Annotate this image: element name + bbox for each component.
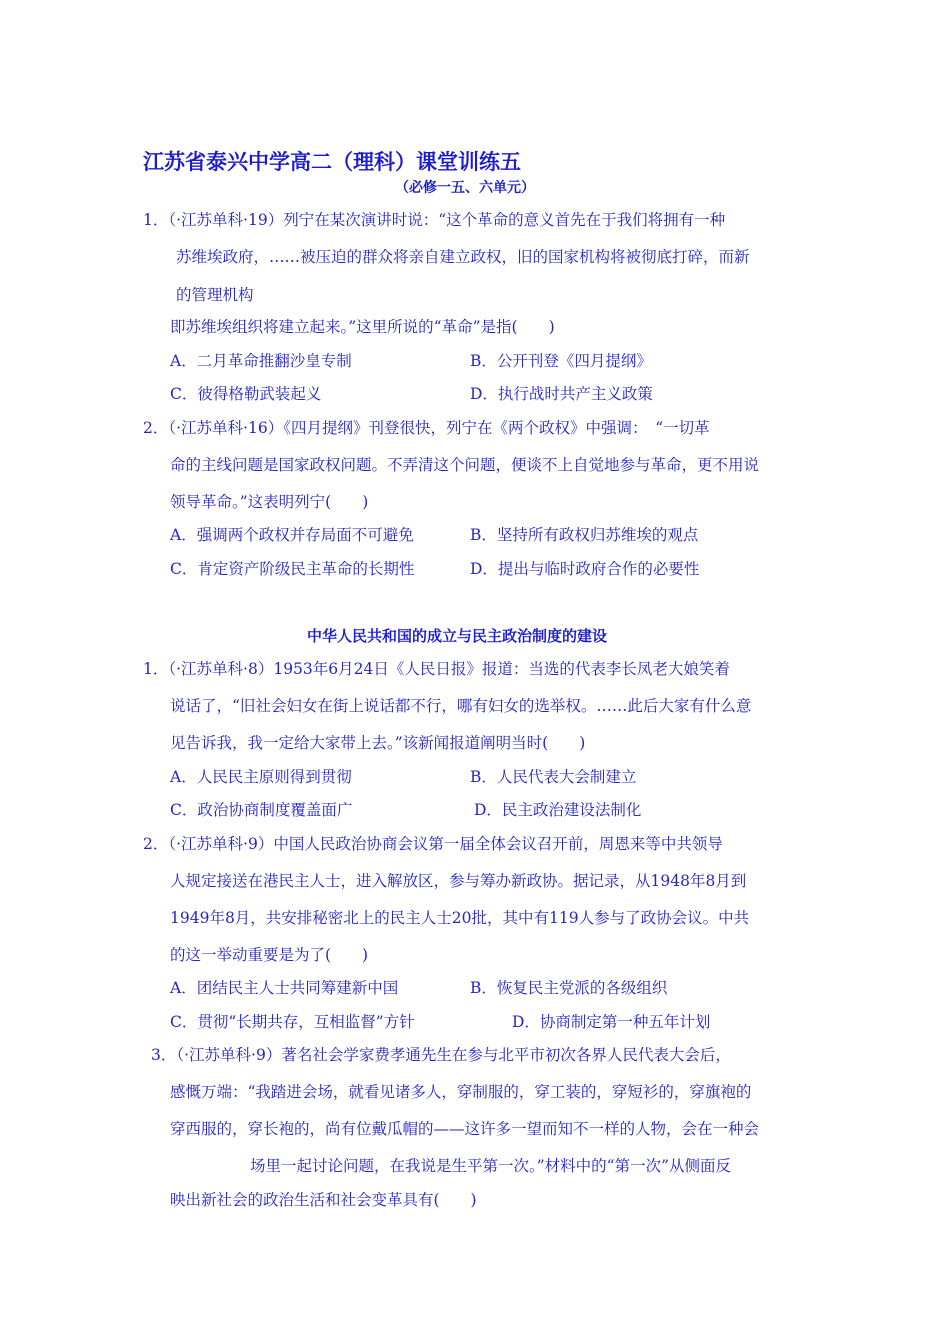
question-line: 说话了，“旧社会妇女在街上说话都不行，哪有妇女的选举权。……此后大家有什么意 [170,697,752,715]
question-line: 1．（·江苏单科·19）列宁在某次演讲时说：“这个革命的意义首先在于我们将拥有一种 [143,211,726,229]
question-line: 感慨万端：“我踏进会场，就看见诸多人，穿制服的，穿工装的，穿短衫的，穿旗袍的 [170,1083,752,1101]
option-b: B．公开刊登《四月提纲》 [470,352,652,370]
question-line: 领导革命。”这表明列宁( ) [170,493,369,511]
option-c: C．贯彻“长期共存，互相监督”方针 [170,1013,415,1031]
document-subtitle: （必修一五、六单元） [395,180,535,196]
option-d: D．提出与临时政府合作的必要性 [470,560,700,578]
question-line: 1．（·江苏单科·8）1953年6月24日《人民日报》报道：当选的代表李长凤老大娘笑着 [143,660,730,678]
question-line: 即苏维埃组织将建立起来。”这里所说的“革命”是指( ) [170,318,555,336]
option-a: A．二月革命推翻沙皇专制 [170,352,352,370]
section-title: 中华人民共和国的成立与民主政治制度的建设 [307,627,608,645]
question-line: 穿西服的，穿长袍的，尚有位戴瓜帽的——这许多一望而知不一样的人物，会在一种会 [170,1120,760,1138]
question-line: 的管理机构 [176,286,254,304]
option-d: D．执行战时共产主义政策 [470,385,653,403]
option-a: A．强调两个政权并存局面不可避免 [170,526,414,544]
document-title: 江苏省泰兴中学高二（理科）课堂训练五 [143,149,521,174]
option-c: C．政治协商制度覆盖面广 [170,801,353,819]
question-line: 3．（·江苏单科·9）著名社会学家费孝通先生在参与北平市初次各界人民代表大会后， [151,1046,731,1064]
question-line: 命的主线问题是国家政权问题。不弄清这个问题，便谈不上自觉地参与革命，更不用说 [170,456,760,474]
question-line: 苏维埃政府，……被压迫的群众将亲自建立政权，旧的国家机构将被彻底打碎，而新 [176,248,750,266]
question-line: 场里一起讨论问题，在我说是生平第一次。”材料中的“第一次”从侧面反 [250,1157,732,1175]
option-b: B．坚持所有政权归苏维埃的观点 [470,526,699,544]
option-c: C．彼得格勒武装起义 [170,385,322,403]
option-a: A．团结民主人士共同筹建新中国 [170,979,399,997]
question-line: 见告诉我，我一定给大家带上去。”该新闻报道阐明当时( ) [170,734,586,752]
question-line: 的这一举动重要是为了( ) [170,946,369,964]
question-line: 1949年8月，共安排秘密北上的民主人士20批，其中有119人参与了政协会议。中共 [170,909,750,927]
question-line: 人规定接送在港民主人士，进入解放区，参与筹办新政协。据记录，从1948年8月到 [170,872,747,890]
option-a: A．人民民主原则得到贯彻 [170,768,352,786]
option-c: C．肯定资产阶级民主革命的长期性 [170,560,415,578]
option-b: B．人民代表大会制建立 [470,768,637,786]
question-line: 2．（·江苏单科·9）中国人民政治协商会议第一届全体会议召开前，周恩来等中共领导 [143,835,723,853]
option-b: B．恢复民主党派的各级组织 [470,979,668,997]
question-line: 2．（·江苏单科·16）《四月提纲》刊登很快，列宁在《两个政权》中强调： “一切革 [143,419,710,437]
option-d: D．民主政治建设法制化 [474,801,642,819]
question-line: 映出新社会的政治生活和社会变革具有( ) [170,1191,477,1209]
option-d: D．协商制定第一种五年计划 [512,1013,711,1031]
